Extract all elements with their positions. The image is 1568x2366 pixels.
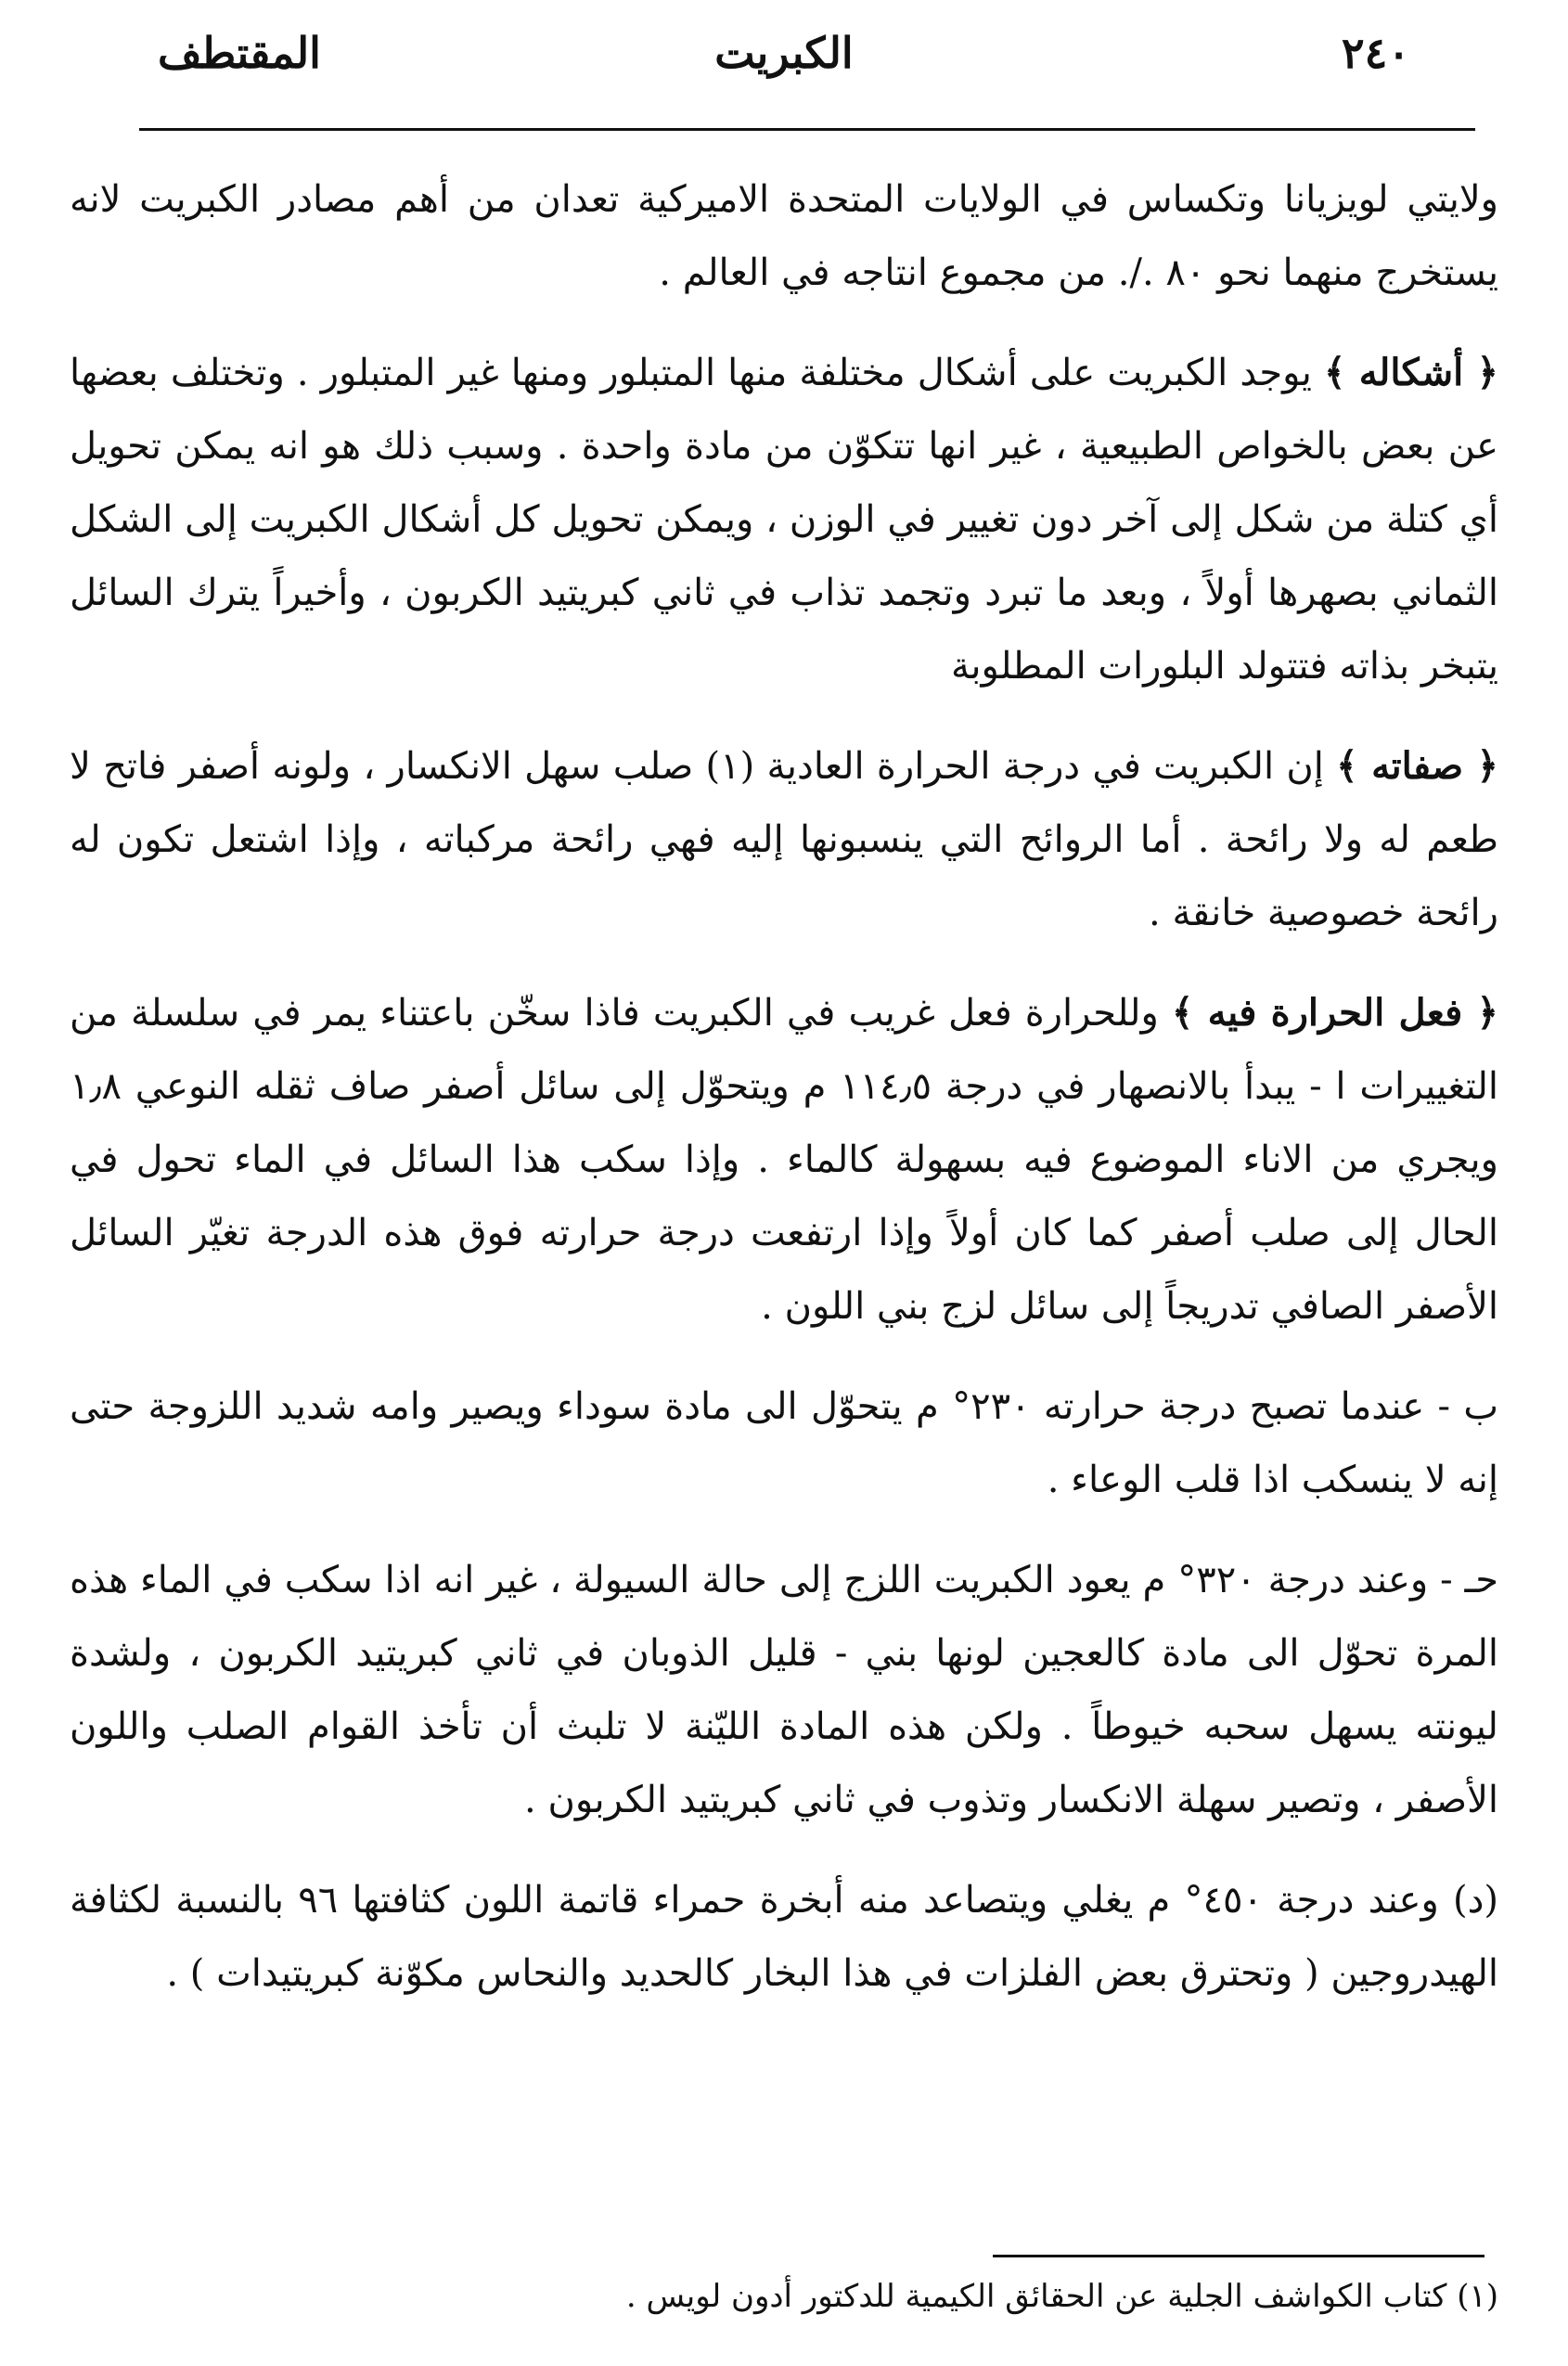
paragraph-properties	[70, 729, 1498, 950]
footnote: (١) كتاب الكواشف الجلية عن الحقائق الكيمية للدكتور أدون لويس .	[625, 2278, 1498, 2315]
header-rule	[139, 128, 1475, 131]
paragraph-text: حـ - وعند درجة ٣٢٠° م يعود الكبريت اللزج إلى حالة السيولة ، غير انه اذا سكب في الماء هذه المرة تحوّل الى مادة كالعجين لونها بني - قليل الذوبان في ثاني كبريتيد الكربون ، ولشدة ليونته يسهل سحبه خيوطاً . ولكن هذه المادة الليّنة لا تلبث أن تأخذ القوام الصلب واللون الأصفر ، وتصير سهلة الانكسار وتذوب في ثاني كبريتيد الكربون .	[70, 1559, 1498, 1821]
footnote-rule	[993, 2255, 1484, 2257]
paragraph-text: إن الكبريت في درجة الحرارة العادية (١) صلب سهل الانكسار ، ولونه أصفر فاتح لا طعم له ولا رائحة . أما الروائح التي ينسبونها إليه فهي رائحة مركباته ، وإذا اشتعل تكون له رائحة خصوصية خانقة .	[70, 745, 1498, 934]
paragraph-text: ب - عندما تصبح درجة حرارته ٢٣٠° م يتحوّل الى مادة سوداء ويصير وامه شديد اللزوجة حتى إنه لا ينسكب اذا قلب الوعاء .	[70, 1385, 1498, 1501]
paragraph-lead: ﴿ أشكاله ﴾	[1323, 351, 1498, 394]
paragraph-heat-effect	[70, 976, 1498, 1344]
page-header	[121, 28, 1447, 93]
journal-name: المقتطف	[158, 28, 321, 78]
paragraph-lead: ﴿ صفاته ﴾	[1336, 744, 1498, 788]
paragraph-text: (د) وعند درجة ٤٥٠° م يغلي ويتصاعد منه أبخرة حمراء قاتمة اللون كثافتها ٩٦ بالنسبة لكثافة الهيدروجين ( وتحترق بعض الفلزات في هذا البخار كالحديد والنحاس مكوّنة كبريتيدات ) .	[70, 1879, 1499, 1995]
page-number: ٢٤٠	[1341, 28, 1410, 78]
paragraph-text: يوجد الكبريت على أشكال مختلفة منها المتبلور ومنها غير المتبلور . وتختلف بعضها عن بعض بالخواص الطبيعية ، غير انها تتكوّن من مادة واحدة . وسبب ذلك هو انه يمكن تحويل أي كتلة من شكل إلى آخر دون تغيير في الوزن ، ويمكن تحويل كل أشكال الكبريت إلى الشكل الثماني بصهرها أولاً ، وبعد ما تبرد وتجمد تذاب في ثاني كبريتيد الكربون ، وأخيراً يترك السائل يتبخر بذاته فتتولد البلورات المطلوبة	[70, 352, 1498, 688]
paragraph-forms	[70, 336, 1498, 703]
paragraph-text: وللحرارة فعل غريب في الكبريت فاذا سخّن باعتناء يمر في سلسلة من التغييرات ا - يبدأ بالانصهار في درجة ١١٤٫٥ م ويتحوّل إلى سائل أصفر صاف ثقله النوعي ١٫٨ ويجري من الاناء الموضوع فيه بسهولة كالماء . وإذا سكب هذا السائل في الماء تحول في الحال إلى صلب أصفر كما كان أولاً وإذا ارتفعت درجة حرارته فوق هذه الدرجة تغيّر السائل الأصفر الصافي تدريجاً إلى سائل لزج بني اللون .	[70, 992, 1498, 1328]
paragraph-stage-c	[70, 1543, 1498, 1837]
paragraph-lead: ﴿ فعل الحرارة فيه ﴾	[1171, 991, 1498, 1035]
paragraph-text: ولايتي لويزيانا وتكساس في الولايات المتحدة الاميركية تعدان من أهم مصادر الكبريت لانه يستخرج منهما نحو ٨٠ ./. من مجموع انتاجه في العالم .	[70, 178, 1498, 294]
paragraph-stage-d	[70, 1863, 1498, 2011]
article-body	[70, 162, 1498, 2037]
paragraph-stage-b	[70, 1369, 1498, 1517]
paragraph-sources	[70, 162, 1498, 310]
running-title: الكبريت	[714, 28, 854, 78]
